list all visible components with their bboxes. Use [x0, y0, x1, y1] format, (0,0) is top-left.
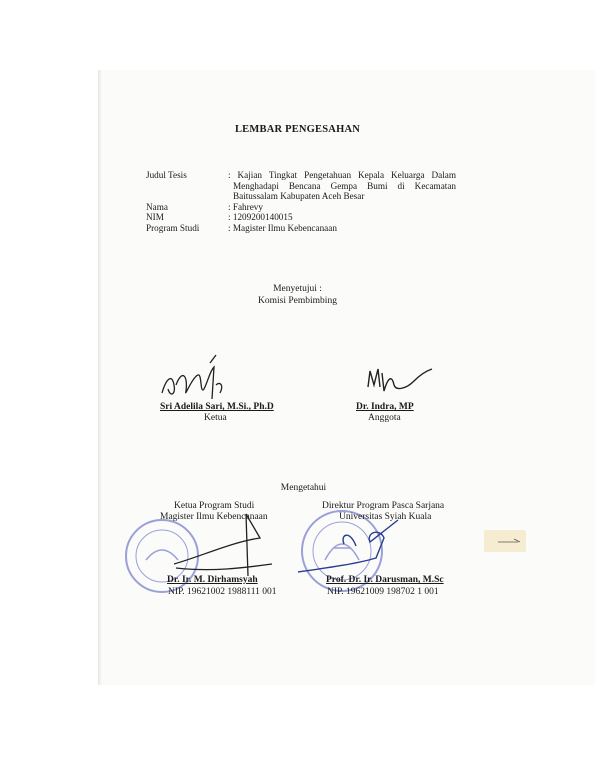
label-nim: NIM [146, 212, 164, 223]
judul-line-2: Menghadapi Bencana Gempa Bumi di Kecamatan [233, 180, 456, 191]
page-edge-shadow [98, 70, 102, 685]
value-nim: : 1209200140015 [228, 212, 293, 223]
left-name: Dr. Ir. M. Dirhamsyah [167, 575, 258, 585]
judul-line-1: : Kajian Tingkat Pengetahuan Kepala Keluarga Dalam [228, 170, 456, 180]
value-prodi: : Magister Ilmu Kebencanaan [228, 222, 337, 233]
info-row-judul [146, 170, 456, 202]
signature-left [172, 512, 282, 582]
info-row-nama [146, 202, 456, 213]
ketua-name: Sri Adelila Sari, M.Si., Ph.D [160, 402, 274, 412]
signature-anggota [366, 365, 436, 400]
thesis-info [146, 170, 456, 234]
signature-ketua [158, 355, 238, 405]
menyetujui-label: Menyetujui : [273, 284, 322, 294]
info-row-prodi [146, 223, 456, 234]
label-nama: Nama [146, 201, 168, 212]
right-title-2: Universitas Syiah Kuala [339, 512, 432, 522]
anggota-role: Anggota [368, 413, 401, 423]
right-title-1: Direktur Program Pasca Sarjana [322, 501, 445, 511]
left-nip: NIP. 19621002 1988111 001 [168, 587, 277, 597]
value-nama: : Fahrevy [228, 201, 263, 212]
anggota-name: Dr. Indra, MP [356, 402, 414, 412]
komisi-label: Komisi Pembimbing [258, 296, 337, 306]
label-prodi: Program Studi [146, 222, 200, 233]
ketua-role: Ketua [204, 413, 227, 423]
right-name: Prof. Dr. Ir. Darusman, M.Sc [326, 575, 444, 585]
left-title-1: Ketua Program Studi [174, 501, 255, 511]
left-title-2: Magister Ilmu Kebencanaan [160, 512, 268, 522]
document-title: LEMBAR PENGESAHAN [234, 124, 361, 135]
judul-line-3: Baitussalam Kabupaten Aceh Besar [233, 191, 365, 202]
mengetahui-label: Mengetahui [280, 483, 327, 493]
value-judul [228, 170, 456, 202]
info-row-nim [146, 212, 456, 223]
label-judul: Judul Tesis [146, 170, 187, 180]
right-nip: NIP. 19621009 198702 1 001 [327, 587, 439, 597]
pencil-mark [496, 538, 524, 546]
